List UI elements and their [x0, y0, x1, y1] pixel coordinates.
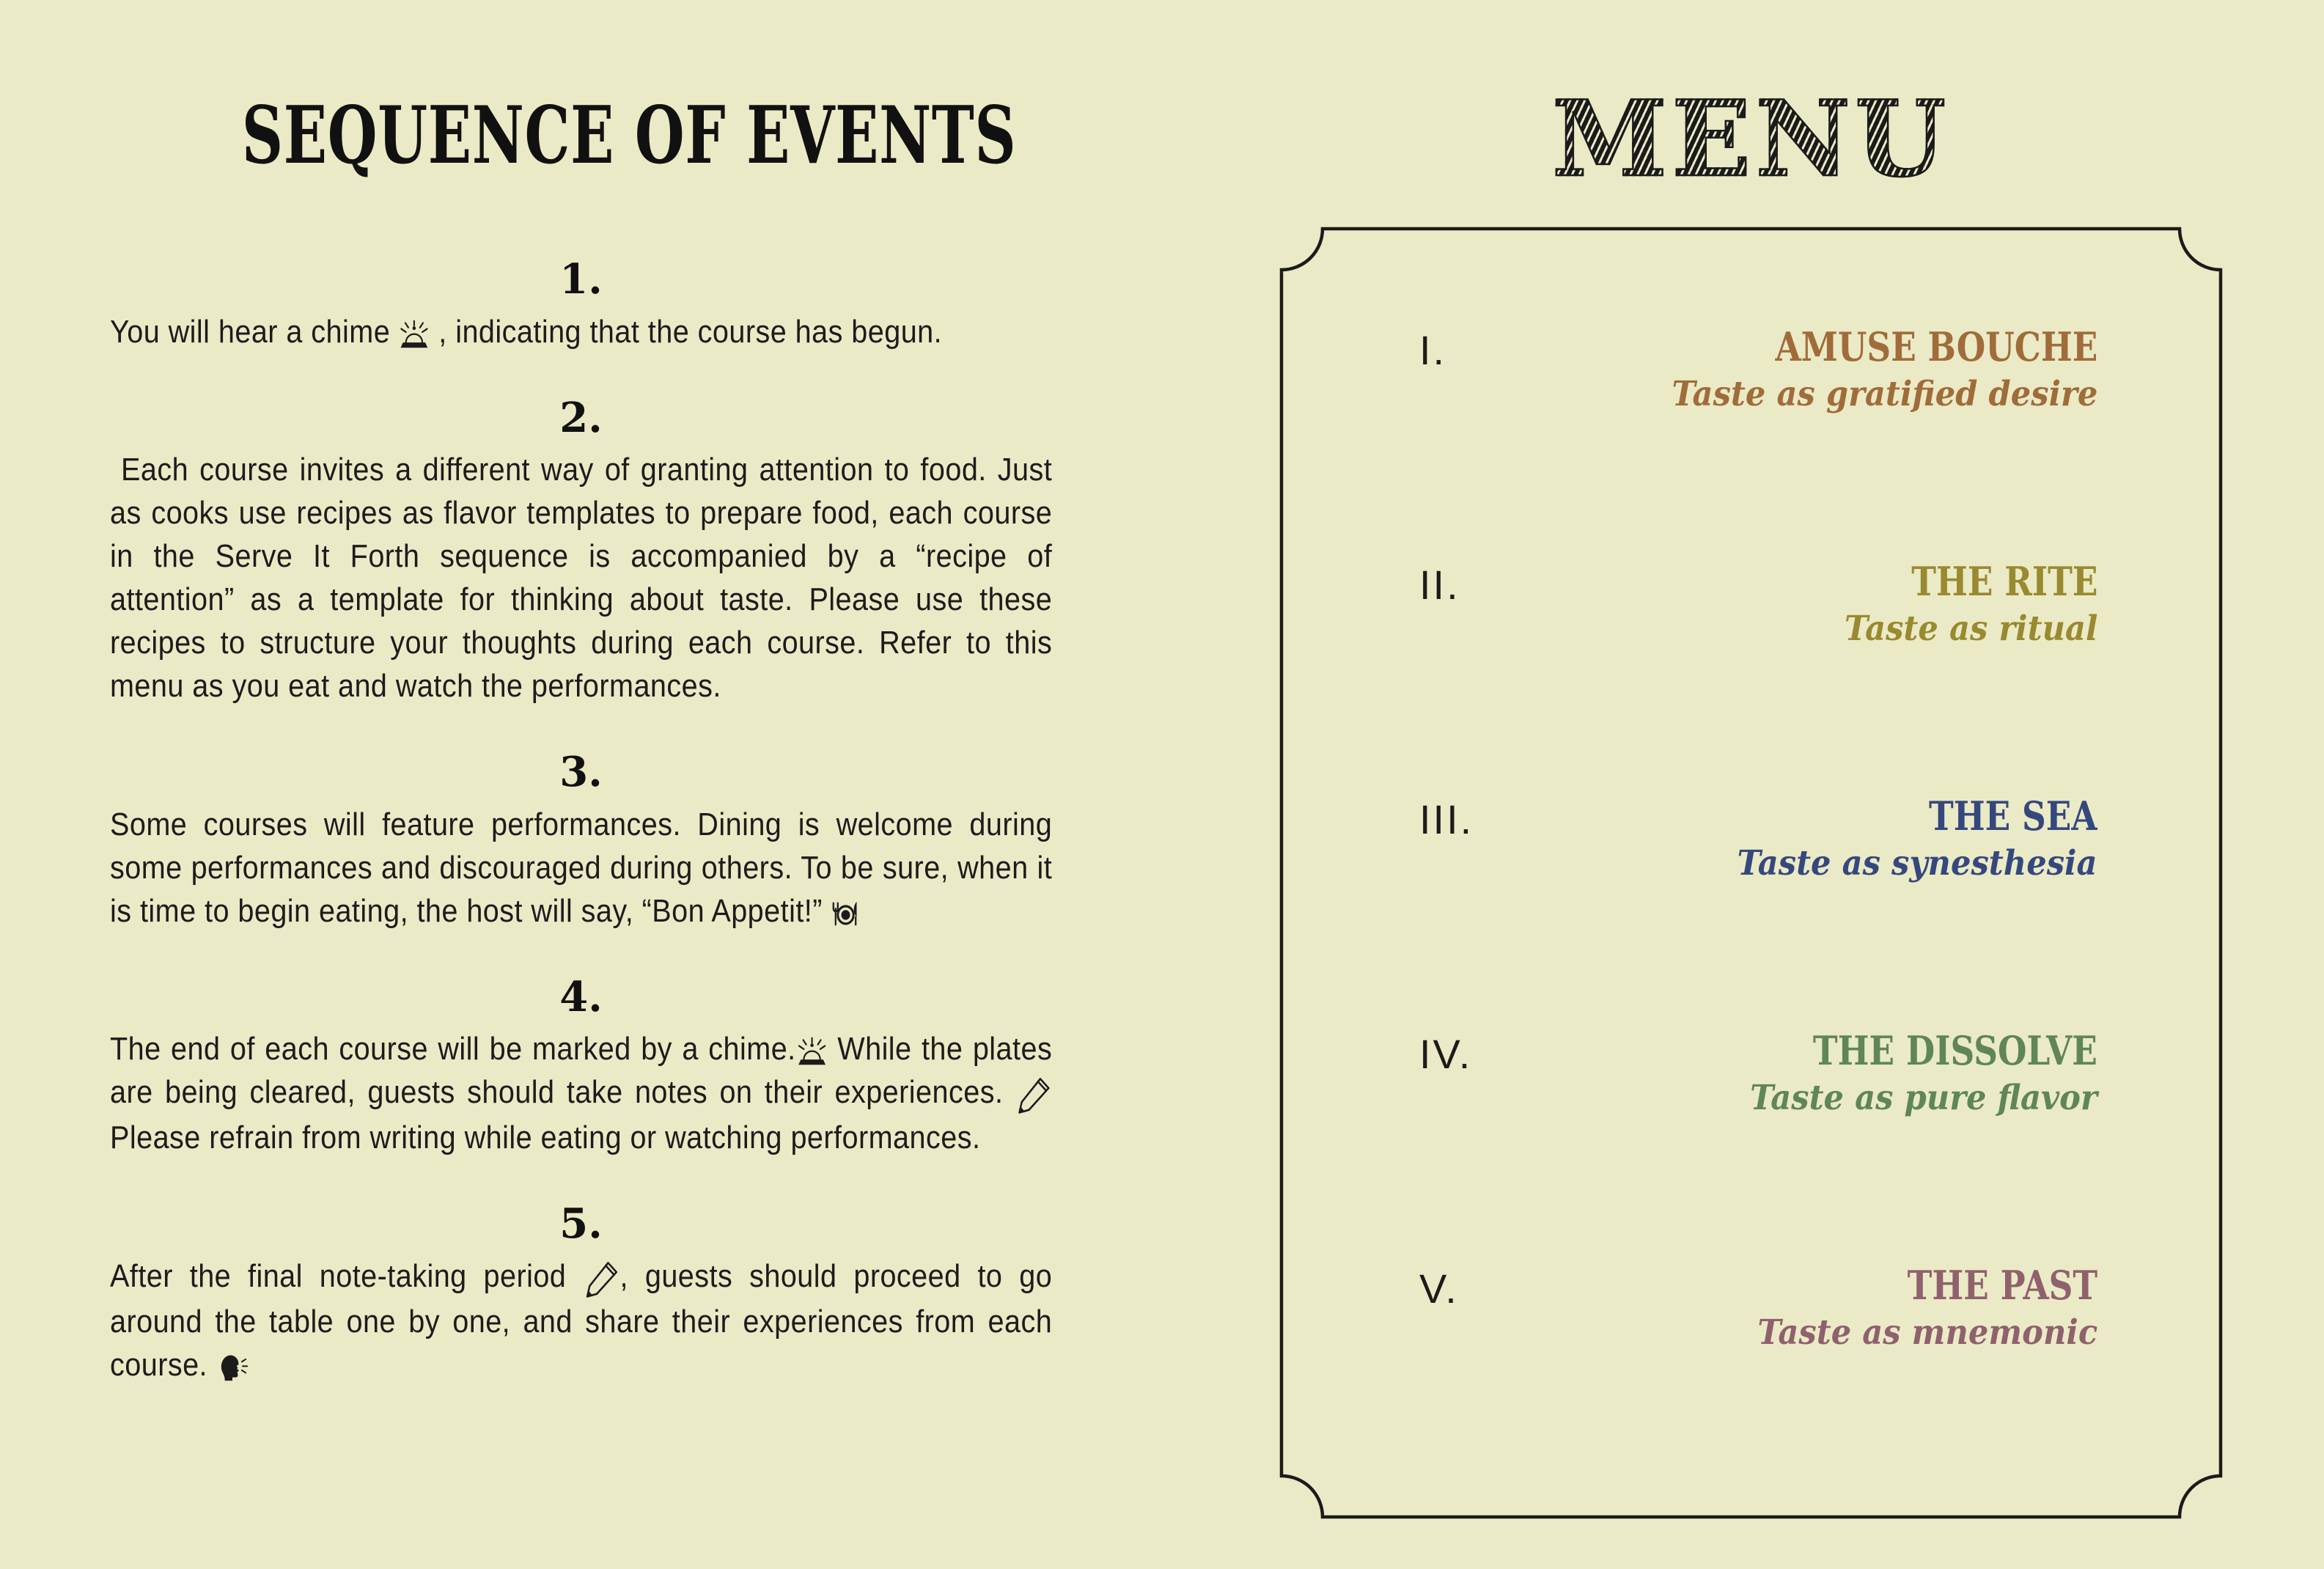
bell-icon — [399, 310, 430, 353]
menu-course-row — [1419, 1028, 2097, 1263]
sequence-step — [110, 1199, 1053, 1386]
menu-title: MENU — [1281, 82, 2221, 196]
menu-course-row — [1419, 324, 2097, 559]
course-name: AMUSE BOUCHE — [1775, 323, 2097, 370]
menu-courses-list — [1419, 324, 2097, 1497]
course-numeral: V. — [1419, 1265, 1459, 1312]
course-name: THE SEA — [1929, 793, 2097, 839]
menu-course-row — [1419, 793, 2097, 1028]
course-text-block — [1728, 1263, 2097, 1353]
course-subtitle: Taste as synesthesia — [1738, 843, 2097, 884]
course-text-block — [1720, 1028, 2097, 1119]
course-name: THE RITE — [1911, 558, 2097, 605]
course-subtitle: Taste as mnemonic — [1757, 1312, 2097, 1353]
sequence-step — [110, 972, 1053, 1160]
step-paragraph: After the final note-taking period , guests should proceed to go around the table one by one, and share their experiences from each course. — [110, 1254, 1052, 1386]
sequence-step — [110, 393, 1053, 708]
menu-course-row — [1419, 1263, 2097, 1497]
course-subtitle: Taste as ritual — [1844, 609, 2097, 650]
step-number: 4. — [559, 972, 603, 1021]
step-paragraph: Each course invites a different way of granting attention to food. Just as cooks use recipes as flavor templates to prepare food, each course in the Serve It Forth sequence is accompanied by a “recipe of attention” as a template for thinking about taste. Please use these recipes to structure your thoughts during each course. Refer to this menu as you eat and watch the performances. — [110, 452, 1053, 705]
plate-icon — [831, 889, 860, 933]
course-name: THE DISSOLVE — [1813, 1027, 2097, 1074]
course-text-block — [1635, 324, 2097, 415]
course-text-block — [1823, 559, 2097, 650]
pencil-icon — [583, 1254, 619, 1300]
steps-list — [110, 257, 1052, 1386]
course-subtitle: Taste as gratified desire — [1672, 374, 2097, 415]
speaking-head-icon — [216, 1343, 249, 1386]
step-number: 3. — [559, 748, 603, 797]
course-subtitle: Taste as pure flavor — [1750, 1078, 2097, 1119]
step-number: 2. — [559, 393, 603, 442]
sequence-step — [110, 257, 1052, 353]
course-numeral: II. — [1419, 562, 1460, 608]
course-text-block — [1706, 793, 2097, 884]
bell-icon — [796, 1027, 828, 1070]
course-numeral: I. — [1419, 327, 1447, 373]
step-number: 1. — [559, 255, 603, 304]
step-number: 5. — [559, 1199, 603, 1249]
step-paragraph: You will hear a chime , indicating that the course has begun. — [110, 310, 1052, 353]
course-numeral: III. — [1419, 796, 1474, 842]
menu-course-row — [1419, 559, 2097, 793]
sequence-title: SEQUENCE OF EVENTS — [241, 89, 1017, 182]
sequence-step — [110, 750, 1052, 933]
pencil-icon — [1015, 1070, 1052, 1116]
course-numeral: IV. — [1419, 1031, 1473, 1077]
course-name: THE PAST — [1907, 1262, 2097, 1309]
step-paragraph: Some courses will feature performances. Dining is welcome during some performances and discouraged during others. To be sure, when it is time to begin eating, the host will say, “Bon Appetit!” — [110, 803, 1052, 933]
menu-page — [1281, 0, 2221, 1569]
sequence-of-events-page — [110, 0, 1052, 1569]
step-paragraph: The end of each course will be marked by a chime. While the plates are being cleared, guests should take notes on their experiences. Please refrain from writing while eating or watching performances. — [110, 1027, 1052, 1159]
